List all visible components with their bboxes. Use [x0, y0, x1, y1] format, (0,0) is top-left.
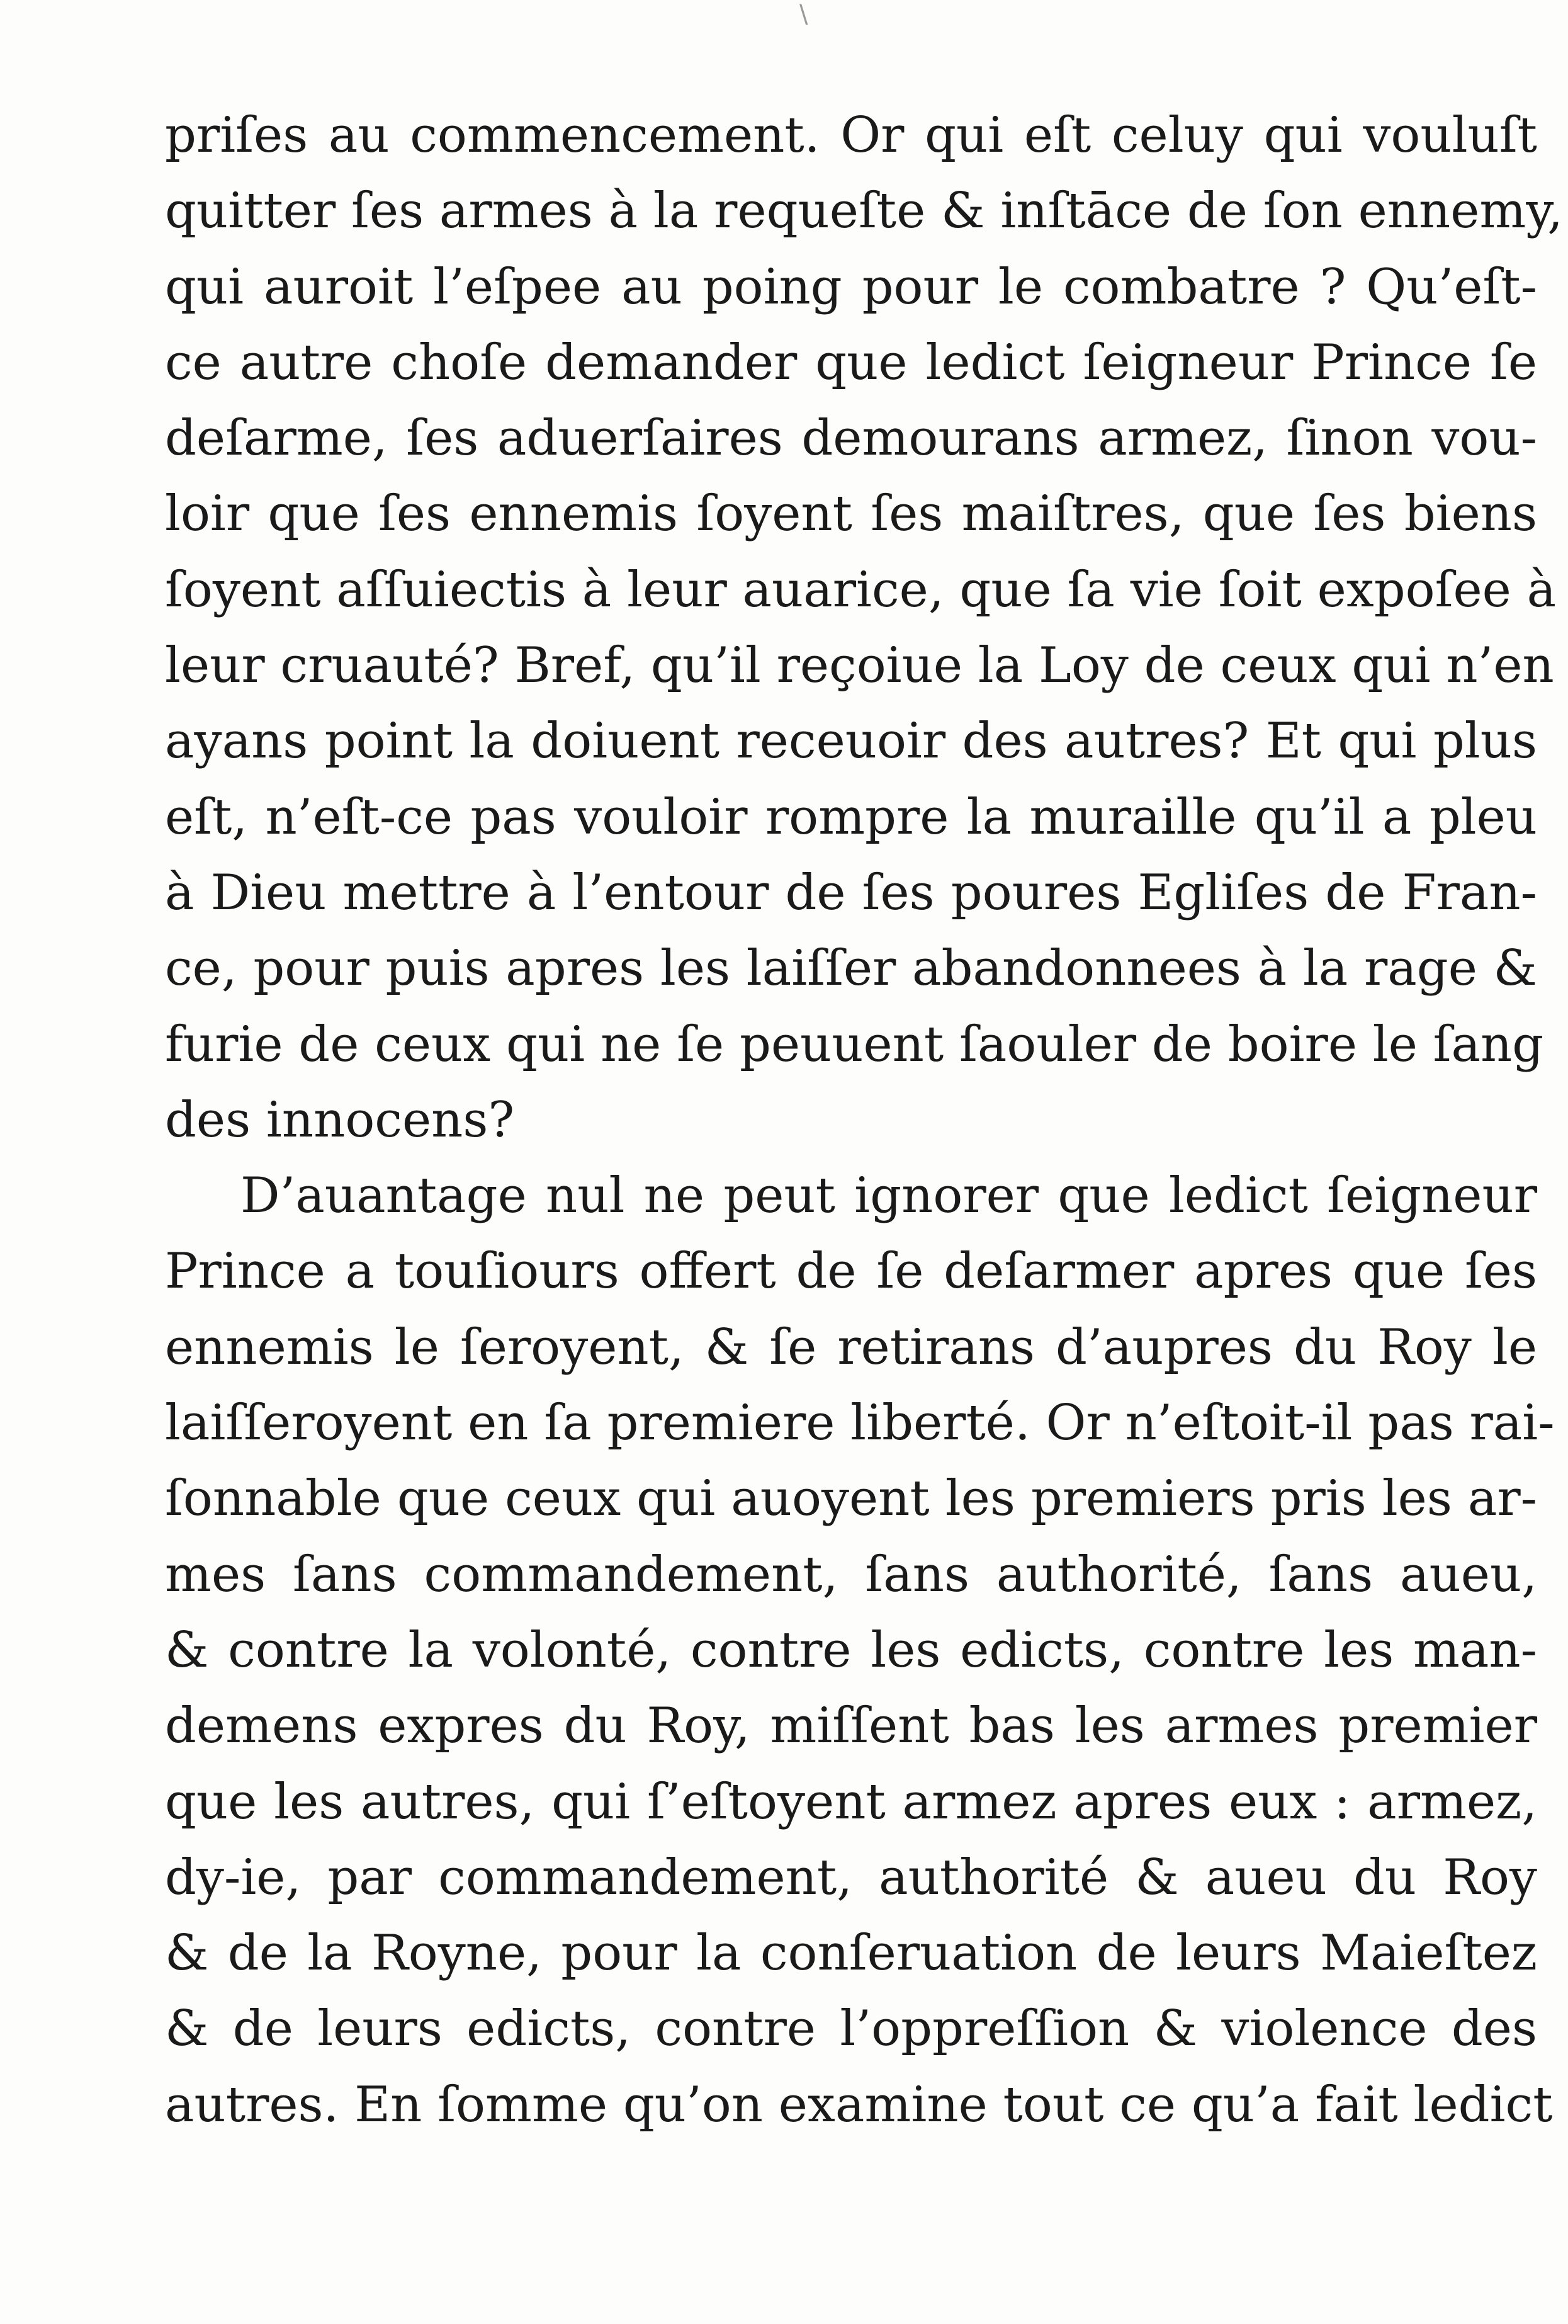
text-line: ce, pour puis apres les laiſſer abandonnees à la rage &	[165, 940, 1537, 997]
text-line: demens expres du Roy, miſſent bas les armes premier	[165, 1698, 1537, 1755]
text-line: à Dieu mettre à l’entour de ſes poures Egliſes de Fran-	[165, 864, 1537, 921]
text-line: que les autres, qui ſ’eſtoyent armez apres eux : armez,	[165, 1773, 1537, 1830]
text-line: eſt, n’eſt-ce pas vouloir rompre la muraille qu’il a pleu	[165, 788, 1537, 846]
text-line: ce autre choſe demander que ledict ſeigneur Prince ſe	[165, 334, 1537, 391]
text-line: Prince a touſiours offert de ſe deſarmer apres que ſes	[165, 1243, 1537, 1300]
text-line: mes ſans commandement, ſans authorité, ſans aueu,	[165, 1546, 1537, 1603]
text-line: qui auroit l’eſpee au poing pour le combatre ? Qu’eſt-	[165, 258, 1537, 315]
paragraph-start-line: D’auantage nul ne peut ignorer que ledict ſeigneur	[240, 1167, 1537, 1225]
text-line: leur cruauté? Bref, qu’il reçoiue la Loy de ceux qui n’en	[165, 637, 1554, 694]
text-line: autres. En ſomme qu’on examine tout ce qu’a fait ledict	[165, 2076, 1553, 2133]
text-line: laiſſeroyent en ſa premiere liberté. Or n’eſtoit-il pas rai-	[165, 1395, 1555, 1452]
body-text	[165, 98, 1563, 2143]
text-line: & de leurs edicts, contre l’oppreſſion & violence des	[165, 2000, 1537, 2058]
text-line: ennemis le ſeroyent, & ſe retirans d’aupres du Roy le	[165, 1318, 1537, 1376]
text-line: priſes au commencement. Or qui eſt celuy qui vouluſt	[165, 107, 1537, 164]
text-line: ayans point la doiuent receuoir des autres? Et qui plus	[165, 713, 1537, 770]
text-line: furie de ceux qui ne ſe peuuent ſaouler de boire le ſang	[165, 1016, 1544, 1073]
text-line: dy-ie, par commandement, authorité & aueu du Roy	[165, 1849, 1537, 1906]
text-line: ſonnable que ceux qui auoyent les premiers pris les ar-	[165, 1470, 1537, 1528]
text-line: ſoyent aſſuiectis à leur auarice, que ſa vie ſoit expoſee à	[165, 561, 1557, 618]
text-line: deſarme, ſes aduerſaires demourans armez, ſinon vou-	[165, 410, 1537, 467]
text-line: loir que ſes ennemis ſoyent ſes maiſtres, que ſes biens	[165, 485, 1537, 543]
text-line: & contre la volonté, contre les edicts, contre les man-	[165, 1621, 1537, 1679]
text-line: & de la Royne, pour la conſeruation de leurs Maieſtez	[165, 1925, 1537, 1982]
paragraph-end-line: des innocens?	[165, 1091, 515, 1148]
page-edge-mark: \	[799, 0, 808, 29]
text-line: quitter ſes armes à la requeſte & inſtāce de ſon ennemy,	[165, 183, 1563, 240]
